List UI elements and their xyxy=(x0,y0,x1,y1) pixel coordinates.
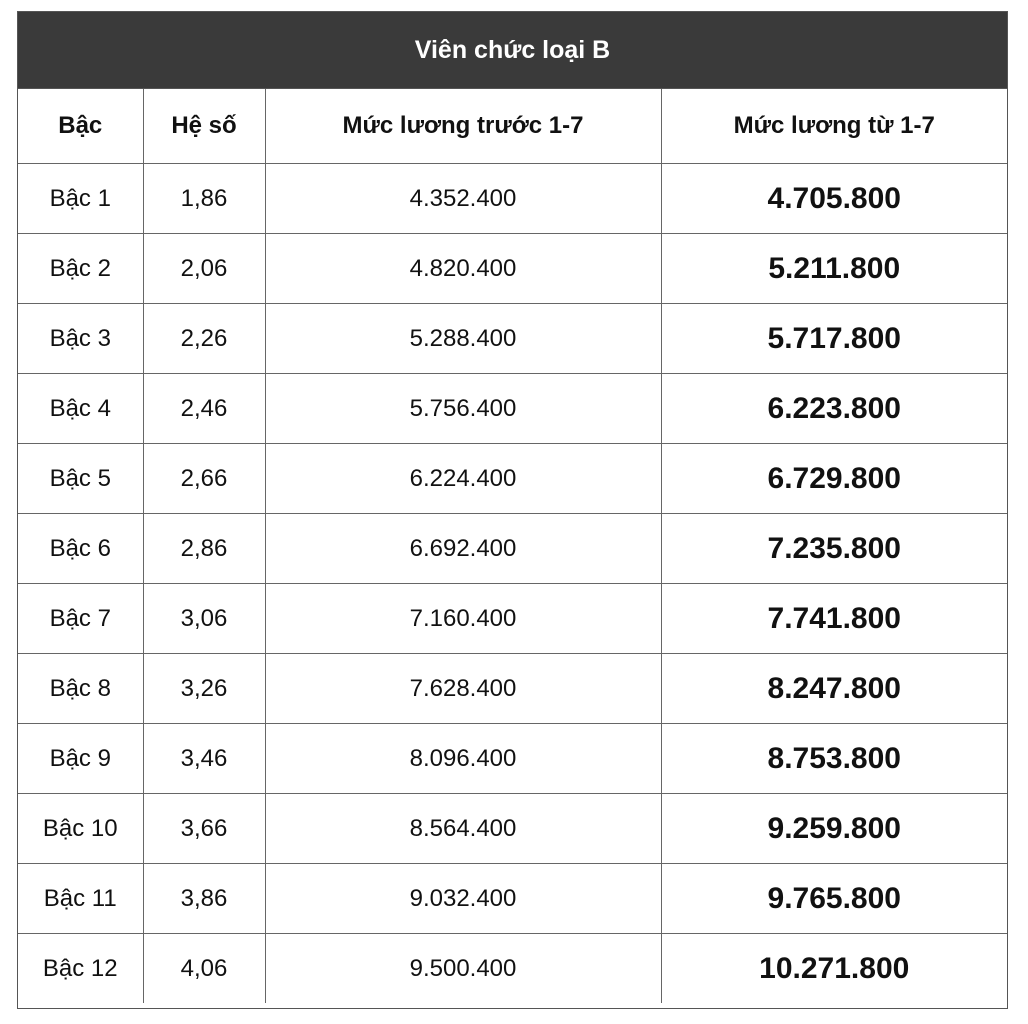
cell-salary-before: 6.692.400 xyxy=(265,514,661,584)
cell-coefficient: 2,66 xyxy=(143,444,265,514)
cell-coefficient: 2,06 xyxy=(143,234,265,304)
cell-salary-before: 5.756.400 xyxy=(265,374,661,444)
cell-salary-before: 4.820.400 xyxy=(265,234,661,304)
cell-coefficient: 3,86 xyxy=(143,864,265,934)
cell-level: Bậc 6 xyxy=(18,514,143,584)
table-title: Viên chức loại B xyxy=(18,12,1007,89)
cell-salary-from: 7.741.800 xyxy=(661,584,1007,654)
table-row xyxy=(18,374,1007,444)
cell-salary-from: 9.765.800 xyxy=(661,864,1007,934)
cell-coefficient: 2,46 xyxy=(143,374,265,444)
table-row xyxy=(18,444,1007,514)
header-salary-before: Mức lương trước 1-7 xyxy=(265,89,661,164)
header-salary-from: Mức lương từ 1-7 xyxy=(661,89,1007,164)
cell-salary-before: 7.628.400 xyxy=(265,654,661,724)
cell-coefficient: 3,66 xyxy=(143,794,265,864)
cell-salary-from: 7.235.800 xyxy=(661,514,1007,584)
cell-coefficient: 3,26 xyxy=(143,654,265,724)
cell-coefficient: 2,26 xyxy=(143,304,265,374)
cell-level: Bậc 7 xyxy=(18,584,143,654)
table-row xyxy=(18,724,1007,794)
cell-salary-from: 4.705.800 xyxy=(661,164,1007,234)
cell-salary-from: 8.753.800 xyxy=(661,724,1007,794)
cell-coefficient: 1,86 xyxy=(143,164,265,234)
cell-level: Bậc 3 xyxy=(18,304,143,374)
cell-level: Bậc 4 xyxy=(18,374,143,444)
cell-salary-from: 5.717.800 xyxy=(661,304,1007,374)
cell-salary-before: 8.564.400 xyxy=(265,794,661,864)
cell-level: Bậc 11 xyxy=(18,864,143,934)
cell-coefficient: 4,06 xyxy=(143,934,265,1004)
table-row xyxy=(18,654,1007,724)
cell-coefficient: 3,46 xyxy=(143,724,265,794)
cell-salary-before: 4.352.400 xyxy=(265,164,661,234)
table-row xyxy=(18,864,1007,934)
table-row xyxy=(18,934,1007,1004)
cell-salary-from: 10.271.800 xyxy=(661,934,1007,1004)
salary-table xyxy=(18,89,1007,1003)
cell-salary-from: 5.211.800 xyxy=(661,234,1007,304)
cell-salary-from: 9.259.800 xyxy=(661,794,1007,864)
cell-level: Bậc 12 xyxy=(18,934,143,1004)
table-row xyxy=(18,794,1007,864)
cell-coefficient: 2,86 xyxy=(143,514,265,584)
cell-coefficient: 3,06 xyxy=(143,584,265,654)
cell-salary-before: 5.288.400 xyxy=(265,304,661,374)
table-row xyxy=(18,234,1007,304)
cell-level: Bậc 1 xyxy=(18,164,143,234)
cell-salary-before: 6.224.400 xyxy=(265,444,661,514)
cell-level: Bậc 5 xyxy=(18,444,143,514)
header-row xyxy=(18,89,1007,164)
table-row xyxy=(18,584,1007,654)
cell-level: Bậc 10 xyxy=(18,794,143,864)
cell-level: Bậc 9 xyxy=(18,724,143,794)
header-coefficient: Hệ số xyxy=(143,89,265,164)
table-row xyxy=(18,514,1007,584)
cell-salary-before: 9.032.400 xyxy=(265,864,661,934)
salary-table-panel xyxy=(17,11,1008,1009)
cell-level: Bậc 8 xyxy=(18,654,143,724)
cell-salary-before: 8.096.400 xyxy=(265,724,661,794)
cell-salary-from: 8.247.800 xyxy=(661,654,1007,724)
cell-salary-from: 6.223.800 xyxy=(661,374,1007,444)
header-level: Bậc xyxy=(18,89,143,164)
cell-salary-from: 6.729.800 xyxy=(661,444,1007,514)
table-row xyxy=(18,164,1007,234)
cell-level: Bậc 2 xyxy=(18,234,143,304)
cell-salary-before: 7.160.400 xyxy=(265,584,661,654)
cell-salary-before: 9.500.400 xyxy=(265,934,661,1004)
table-row xyxy=(18,304,1007,374)
